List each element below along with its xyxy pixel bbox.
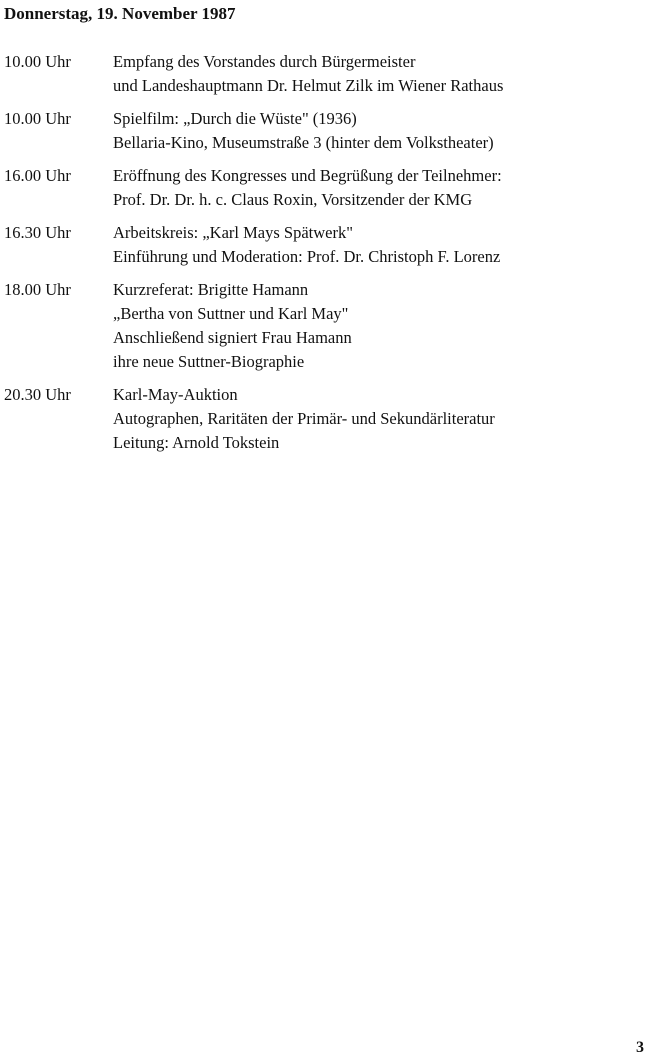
entry-time: 16.30 Uhr: [4, 223, 71, 242]
entry-description: [113, 278, 644, 374]
entry-line: Arbeitskreis: „Karl Mays Spätwerk": [113, 223, 353, 242]
entry-time: 16.00 Uhr: [4, 166, 71, 185]
entry-description: [113, 383, 644, 455]
page-number: 3: [636, 1039, 644, 1056]
schedule-list: [4, 50, 644, 464]
schedule-entry: [4, 383, 644, 455]
schedule-entry: [4, 164, 644, 212]
entry-description: [113, 221, 644, 269]
entry-line: Leitung: Arnold Tokstein: [113, 433, 280, 452]
entry-line: Eröffnung des Kongresses und Begrüßung der Teilnehmer:: [113, 166, 502, 185]
schedule-entry: [4, 107, 644, 155]
schedule-entry: [4, 221, 644, 269]
schedule-entry: [4, 50, 644, 98]
entry-time: 20.30 Uhr: [4, 385, 71, 404]
entry-description: [113, 107, 644, 155]
entry-line: ihre neue Suttner-Biographie: [113, 352, 305, 371]
schedule-entry: [4, 278, 644, 374]
entry-line: Einführung und Moderation: Prof. Dr. Christoph F. Lorenz: [113, 247, 501, 266]
entry-line: Bellaria-Kino, Museumstraße 3 (hinter dem Volkstheater): [113, 133, 494, 152]
entry-line: Anschließend signiert Frau Hamann: [113, 328, 352, 347]
entry-line: Kurzreferat: Brigitte Hamann: [113, 280, 309, 299]
entry-line: Spielfilm: „Durch die Wüste" (1936): [113, 109, 357, 128]
entry-line: Empfang des Vorstandes durch Bürgermeister: [113, 52, 416, 71]
entry-description: [113, 50, 644, 98]
page-title: Donnerstag, 19. November 1987: [4, 4, 236, 23]
entry-time: 10.00 Uhr: [4, 109, 71, 128]
entry-line: „Bertha von Suttner und Karl May": [113, 304, 349, 323]
entry-line: und Landeshauptmann Dr. Helmut Zilk im Wiener Rathaus: [113, 76, 504, 95]
entry-line: Prof. Dr. Dr. h. c. Claus Roxin, Vorsitzender der KMG: [113, 190, 473, 209]
entry-description: [113, 164, 644, 212]
entry-time: 10.00 Uhr: [4, 52, 71, 71]
entry-line: Karl-May-Auktion: [113, 385, 238, 404]
entry-line: Autographen, Raritäten der Primär- und Sekundärliteratur: [113, 409, 495, 428]
entry-time: 18.00 Uhr: [4, 280, 71, 299]
